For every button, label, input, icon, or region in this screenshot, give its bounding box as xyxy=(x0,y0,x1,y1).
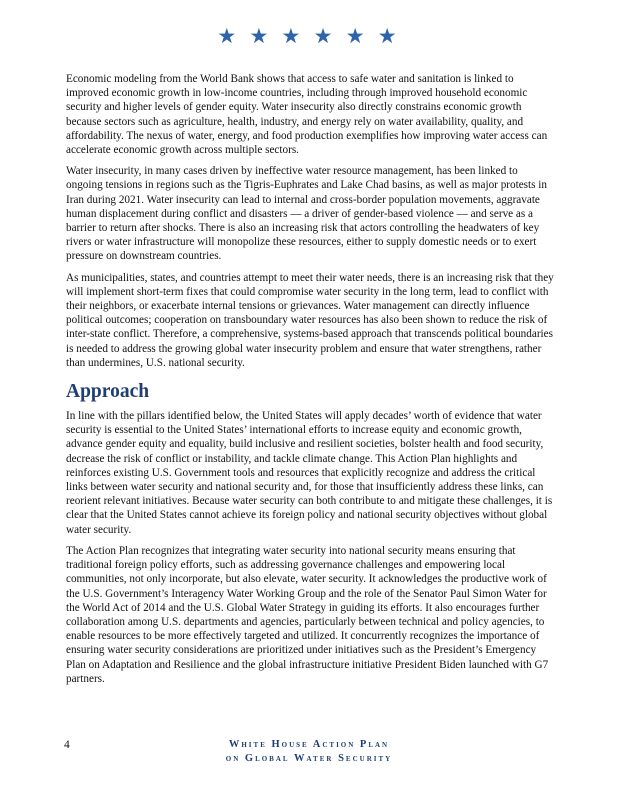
footer-title xyxy=(0,738,618,766)
section-heading: Approach xyxy=(66,381,150,403)
paragraph: Economic modeling from the World Bank shows that access to safe water and sanitation is linked to improved economic growth in low-income countries, including through improved household economic security and higher levels of gender equity. Water insecurity also directly constrains economic growth because sectors such as agriculture, health, industry, and energy rely on water availability, quality, and affordability. The nexus of water, energy, and food production exemplifies how improving water access can accelerate economic growth across multiple sectors. xyxy=(66,73,548,157)
document-body xyxy=(66,72,556,693)
footer-line-2: on Global Water Security xyxy=(225,753,393,764)
paragraph: In line with the pillars identified below, the United States will apply decades’ worth of evidence that water security is essential to the United States’ international efforts to increase equity and economic growth, advance gender equity and equality, build inclusive and resilient societies, bolster health and food security, decrease the risk of conflict or instability, and tackle climate change. This Action Plan highlights and reinforces existing U.S. Government tools and resources that explicitly recognize and address the critical links between water security and national security and, for those that insufficiently address these links, can reorient relevant initiatives. Because water security can both contribute to and mitigate these challenges, it is clear that the United States cannot achieve its foreign policy and national security objectives without global water security. xyxy=(66,410,553,536)
paragraph: Water insecurity, in many cases driven by ineffective water resource management, has been linked to ongoing tensions in regions such as the Tigris-Euphrates and Lake Chad basins, as well as major protests in Iran during 2021. Water insecurity can lead to internal and cross-border population movements, aggravate human displacement during conflict and disasters — a driver of gender-based violence — and serve as a barrier to return after shocks. There is also an increasing risk that actors controlling the headwaters of key rivers or water infrastructure will monopolize these resources, either to supply domestic needs or to exert pressure on downstream countries. xyxy=(66,165,547,263)
page-number: 4 xyxy=(64,739,70,751)
star-row-icon: ★ ★ ★ ★ ★ ★ xyxy=(217,24,401,48)
paragraph: As municipalities, states, and countries attempt to meet their water needs, there is an increasing risk that they will implement short-term fixes that could compromise water security in the long term, lead to conflict with their neighbors, or exacerbate internal tensions or grievances. Water management can directly influence political outcomes; cooperation on transboundary water resources has also been shown to reduce the risk of inter-state conflict. Therefore, a comprehensive, systems-based approach that transcends political boundaries is needed to address the growing global water insecurity problem and ensure that water strengthens, rather than undermines, U.S. national security. xyxy=(66,271,554,369)
paragraph: The Action Plan recognizes that integrating water security into national security means ensuring that traditional foreign policy efforts, such as addressing governance challenges and empowering local communities, not only incorporate, but also elevate, water security. It acknowledges the productive work of the U.S. Government’s Interagency Water Working Group and the role of the Senator Paul Simon Water for the World Act of 2014 and the U.S. Global Water Strategy in guiding its efforts. It also encourages further collaboration among U.S. departments and agencies, particularly between technical and policy agencies, to enable resources to be more effectively targeted and utilized. It concurrently recognizes the importance of ensuring water security considerations are prioritized under initiatives such as the President’s Emergency Plan on Adaptation and Resilience and the global infrastructure initiative President Biden launched with G7 partners. xyxy=(66,544,549,685)
footer-line-1: White House Action Plan xyxy=(228,739,390,750)
